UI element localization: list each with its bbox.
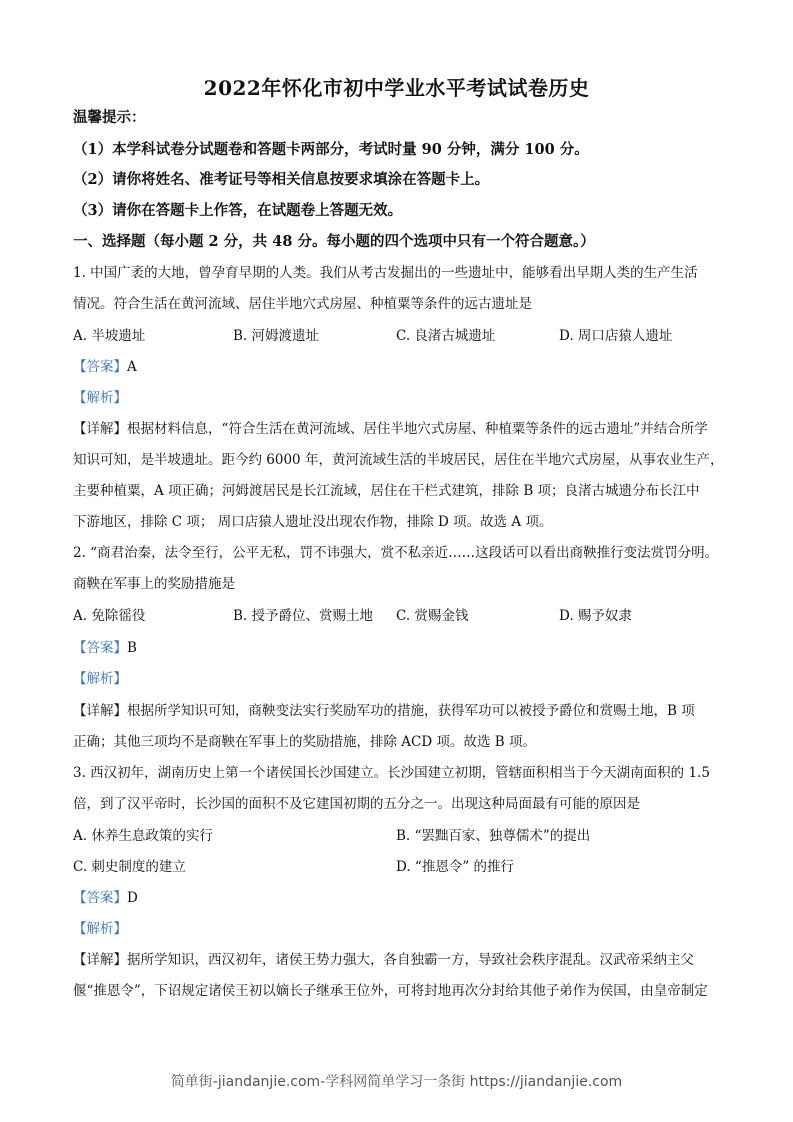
q1-option-d: D. 周口店猿人遗址 <box>559 328 673 344</box>
q1-option-c: C. 良渚古城遗址 <box>396 328 496 344</box>
q2-answer <box>73 638 733 658</box>
q2-option-d: D. 赐予奴隶 <box>559 608 632 624</box>
q3-options-row-1 <box>73 826 733 846</box>
q1-detail-text-1: 根据材料信息，“符合生活在黄河流域、居住半地穴式房屋、种植粟等条件的远古遗址”并结合所学 <box>127 421 708 437</box>
page-title: 2022年怀化市初中学业水平考试试卷历史 <box>203 76 590 100</box>
q1-analysis <box>73 388 733 408</box>
tip-line-1: （1）本学科试卷分试题卷和答题卡两部分，考试时量 90 分钟，满分 100 分。 <box>73 141 589 158</box>
q2-detail-text-1: 根据所学知识可知，商鞅变法实行奖励军功的措施，获得军功可以被授予爵位和赏赐土地，B 项 <box>127 703 695 719</box>
q1-option-a: A. 半坡遗址 <box>73 328 146 344</box>
q3-options-row-2 <box>73 857 733 877</box>
q2-options <box>73 606 733 626</box>
q3-stem-line-2: 倍，到了汉平帝时，长沙国的面积不及它建国初期的五分之一。出现这种局面最有可能的原因是 <box>73 796 640 812</box>
q3-detail-line-2: 偃“推恩令”，下诏规定诸侯王初以嫡长子继承王位外，可将封地再次分封给其他子弟作为侯国，由皇帝制定 <box>73 983 708 999</box>
tips-heading: 温馨提示： <box>73 109 146 126</box>
answer-tag: 【答案】 <box>73 640 127 656</box>
q3-analysis <box>73 919 733 939</box>
q2-detail-line-2: 正确；其他三项均不是商鞅在军事上的奖励措施，排除 ACD 项。故选 B 项。 <box>73 734 536 750</box>
q1-options <box>73 326 733 346</box>
q1-stem-line-1: 1. 中国广袤的大地，曾孕育早期的人类。我们从考古发掘出的一些遗址中，能够看出早期人类的生产生活 <box>73 265 698 281</box>
q2-stem-line-1: 2. “商君治秦，法令至行，公平无私，罚不讳强大，赏不私亲近……这段话可以看出商鞅推行变法赏罚分明。 <box>73 545 719 561</box>
q2-analysis <box>73 669 733 689</box>
q2-option-c: C. 赏赐金钱 <box>396 608 469 624</box>
q2-detail-line-1 <box>73 701 733 721</box>
q3-stem-line-1: 3. 西汉初年，湖南历史上第一个诸侯国长沙国建立。长沙国建立初期，管辖面积相当于今天湖南面积的 1.5 <box>73 765 710 781</box>
detail-tag: 【详解】 <box>73 421 127 437</box>
section-heading: 一、选择题（每小题 2 分，共 48 分。每小题的四个选项中只有一个符合题意。） <box>73 233 595 250</box>
page-footer: 简单街-jiandanjie.com-学科网简单学习一条街 https://jiandanjie.com <box>170 1074 623 1090</box>
analysis-tag: 【解析】 <box>73 390 127 406</box>
q1-detail-line-3: 主要种植粟，A 项正确；河姆渡居民是长江流域，居住在干栏式建筑，排除 B 项；良渚古城遗分布长江中 <box>73 483 700 499</box>
q3-detail-text-1: 据所学知识，西汉初年，诸侯王势力强大，各自独霸一方，导致社会秩序混乱。汉武帝采纳主父 <box>127 952 694 968</box>
q2-option-b: B. 授予爵位、赏赐土地 <box>233 608 374 624</box>
q1-option-b: B. 河姆渡遗址 <box>233 328 320 344</box>
q3-option-b: B. “罢黜百家、独尊儒术”的提出 <box>396 828 591 844</box>
answer-tag: 【答案】 <box>73 359 127 375</box>
q3-answer-value: D <box>127 890 138 906</box>
q3-option-c: C. 刺史制度的建立 <box>73 859 186 875</box>
detail-tag: 【详解】 <box>73 703 127 719</box>
analysis-tag: 【解析】 <box>73 921 127 937</box>
q2-answer-value: B <box>127 640 137 656</box>
q1-answer-value: A <box>127 359 137 375</box>
analysis-tag: 【解析】 <box>73 671 127 687</box>
q1-detail-line-2: 知识可知，是半坡遗址。距今约 6000 年，黄河流域生活的半坡居民，居住在半地穴式房屋，从事农业生产， <box>73 452 724 468</box>
answer-tag: 【答案】 <box>73 890 127 906</box>
q3-option-a: A. 休养生息政策的实行 <box>73 828 213 844</box>
q1-detail-line-1 <box>73 419 733 439</box>
q1-answer <box>73 357 733 377</box>
q1-detail-line-4: 下游地区，排除 C 项； 周口店猿人遗址没出现农作物，排除 D 项。故选 A 项。 <box>73 514 553 530</box>
detail-tag: 【详解】 <box>73 952 127 968</box>
q3-option-d: D. “推恩令” 的推行 <box>396 859 515 875</box>
tip-line-3: （3）请你在答题卡上作答，在试题卷上答题无效。 <box>73 202 403 219</box>
q2-stem-line-2: 商鞅在军事上的奖励措施是 <box>73 576 235 592</box>
q1-stem-line-2: 情况。符合生活在黄河流域、居住半地穴式房屋、种植粟等条件的远古遗址是 <box>73 296 532 312</box>
tip-line-2: （2）请你将姓名、准考证号等相关信息按要求填涂在答题卡上。 <box>73 171 490 188</box>
q3-answer <box>73 888 733 908</box>
q3-detail-line-1 <box>73 950 733 970</box>
q2-option-a: A. 免除徭役 <box>73 608 146 624</box>
